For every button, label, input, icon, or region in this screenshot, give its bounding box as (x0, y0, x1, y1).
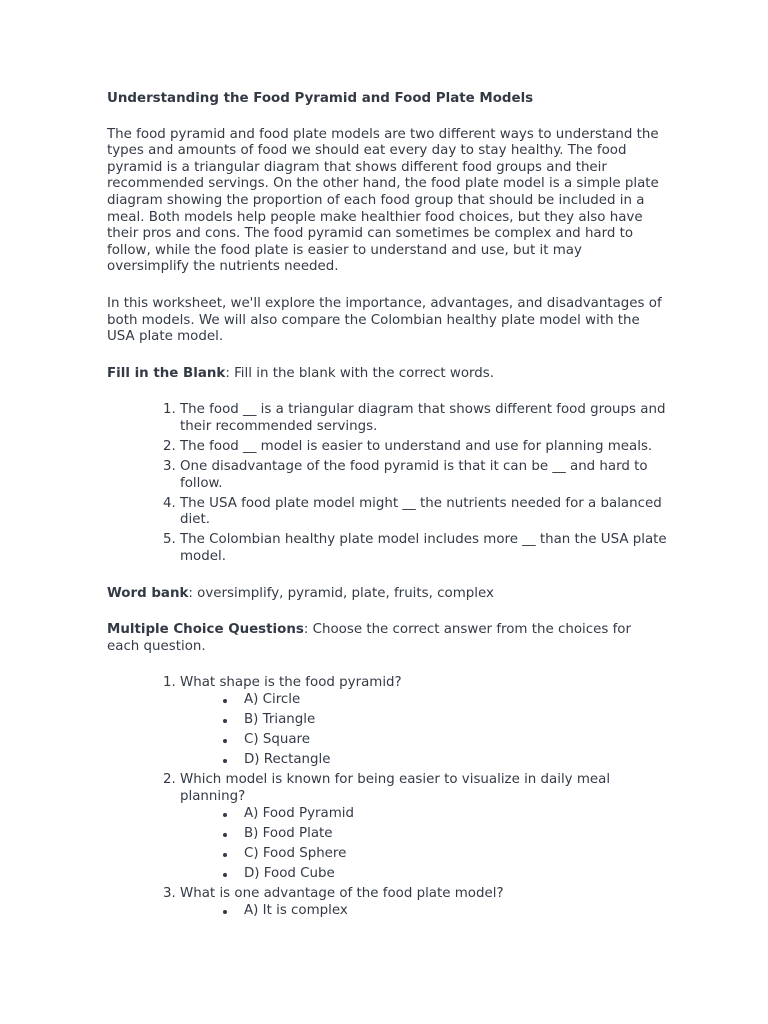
question-text: Which model is known for being easier to visualize in daily meal planning? (180, 772, 611, 804)
fill-blank-item: 5. The Colombian healthy plate model includes more __ than the USA plate model. (180, 532, 667, 565)
fill-blank-section-heading (107, 366, 667, 383)
option-item: B) Food Plate (244, 826, 667, 843)
option-item: A) Food Pyramid (244, 806, 667, 823)
option-item: D) Food Cube (244, 866, 667, 883)
option-list (180, 692, 667, 769)
fill-blank-list (107, 402, 667, 565)
fill-blank-item: 1. The food __ is a triangular diagram that shows different food groups and their recommended servings. (180, 402, 667, 435)
word-bank-words: : oversimplify, pyramid, plate, fruits, complex (188, 585, 494, 601)
fill-blank-item: 4. The USA food plate model might __ the nutrients needed for a balanced diet. (180, 496, 667, 529)
fill-blank-heading: Fill in the Blank (107, 365, 226, 381)
option-item: D) Rectangle (244, 752, 667, 769)
multiple-choice-heading: Multiple Choice Questions (107, 622, 304, 638)
intro-paragraph: The food pyramid and food plate models are two different ways to understand the types and amounts of food we should eat every day to stay healthy. The food pyramid is a triangular diagram that shows different food groups and their recommended servings. On the other hand, the food plate model is a simple plate diagram showing the proportion of each food group that should be included in a meal. Both models help people make healthier food choices, but they also have their pros and cons. The food pyramid can sometimes be complex and hard to follow, while the food plate is easier to understand and use, but it may oversimplify the nutrients needed. (107, 126, 659, 275)
multiple-choice-instruction: : Choose the correct answer from the choices for each question. (107, 622, 631, 654)
option-item: A) It is complex (244, 903, 667, 920)
fill-blank-item: 2. The food __ model is easier to understand and use for planning meals. (180, 439, 667, 456)
question-text: What shape is the food pyramid? (180, 675, 402, 691)
word-bank-heading: Word bank (107, 585, 189, 601)
option-list (180, 903, 667, 920)
fill-blank-item: 3. One disadvantage of the food pyramid is that it can be __ and hard to follow. (180, 459, 667, 492)
worksheet-page (107, 91, 667, 939)
option-list (180, 806, 667, 883)
fill-blank-instruction: : Fill in the blank with the correct words. (225, 365, 495, 381)
question-text: What is one advantage of the food plate model? (180, 885, 504, 901)
question-item (180, 675, 667, 768)
multiple-choice-section-heading (107, 622, 667, 655)
page-title: Understanding the Food Pyramid and Food Plate Models (107, 91, 534, 106)
option-item: C) Food Sphere (244, 846, 667, 863)
option-item: A) Circle (244, 692, 667, 709)
question-item (180, 886, 667, 919)
question-item (180, 772, 667, 882)
worksheet-overview-paragraph: In this worksheet, we'll explore the importance, advantages, and disadvantages of both models. We will also compare the Colombian healthy plate model with the USA plate model. (107, 295, 662, 345)
multiple-choice-list (107, 675, 667, 919)
option-item: C) Square (244, 732, 667, 749)
option-item: B) Triangle (244, 712, 667, 729)
word-bank (107, 586, 667, 603)
